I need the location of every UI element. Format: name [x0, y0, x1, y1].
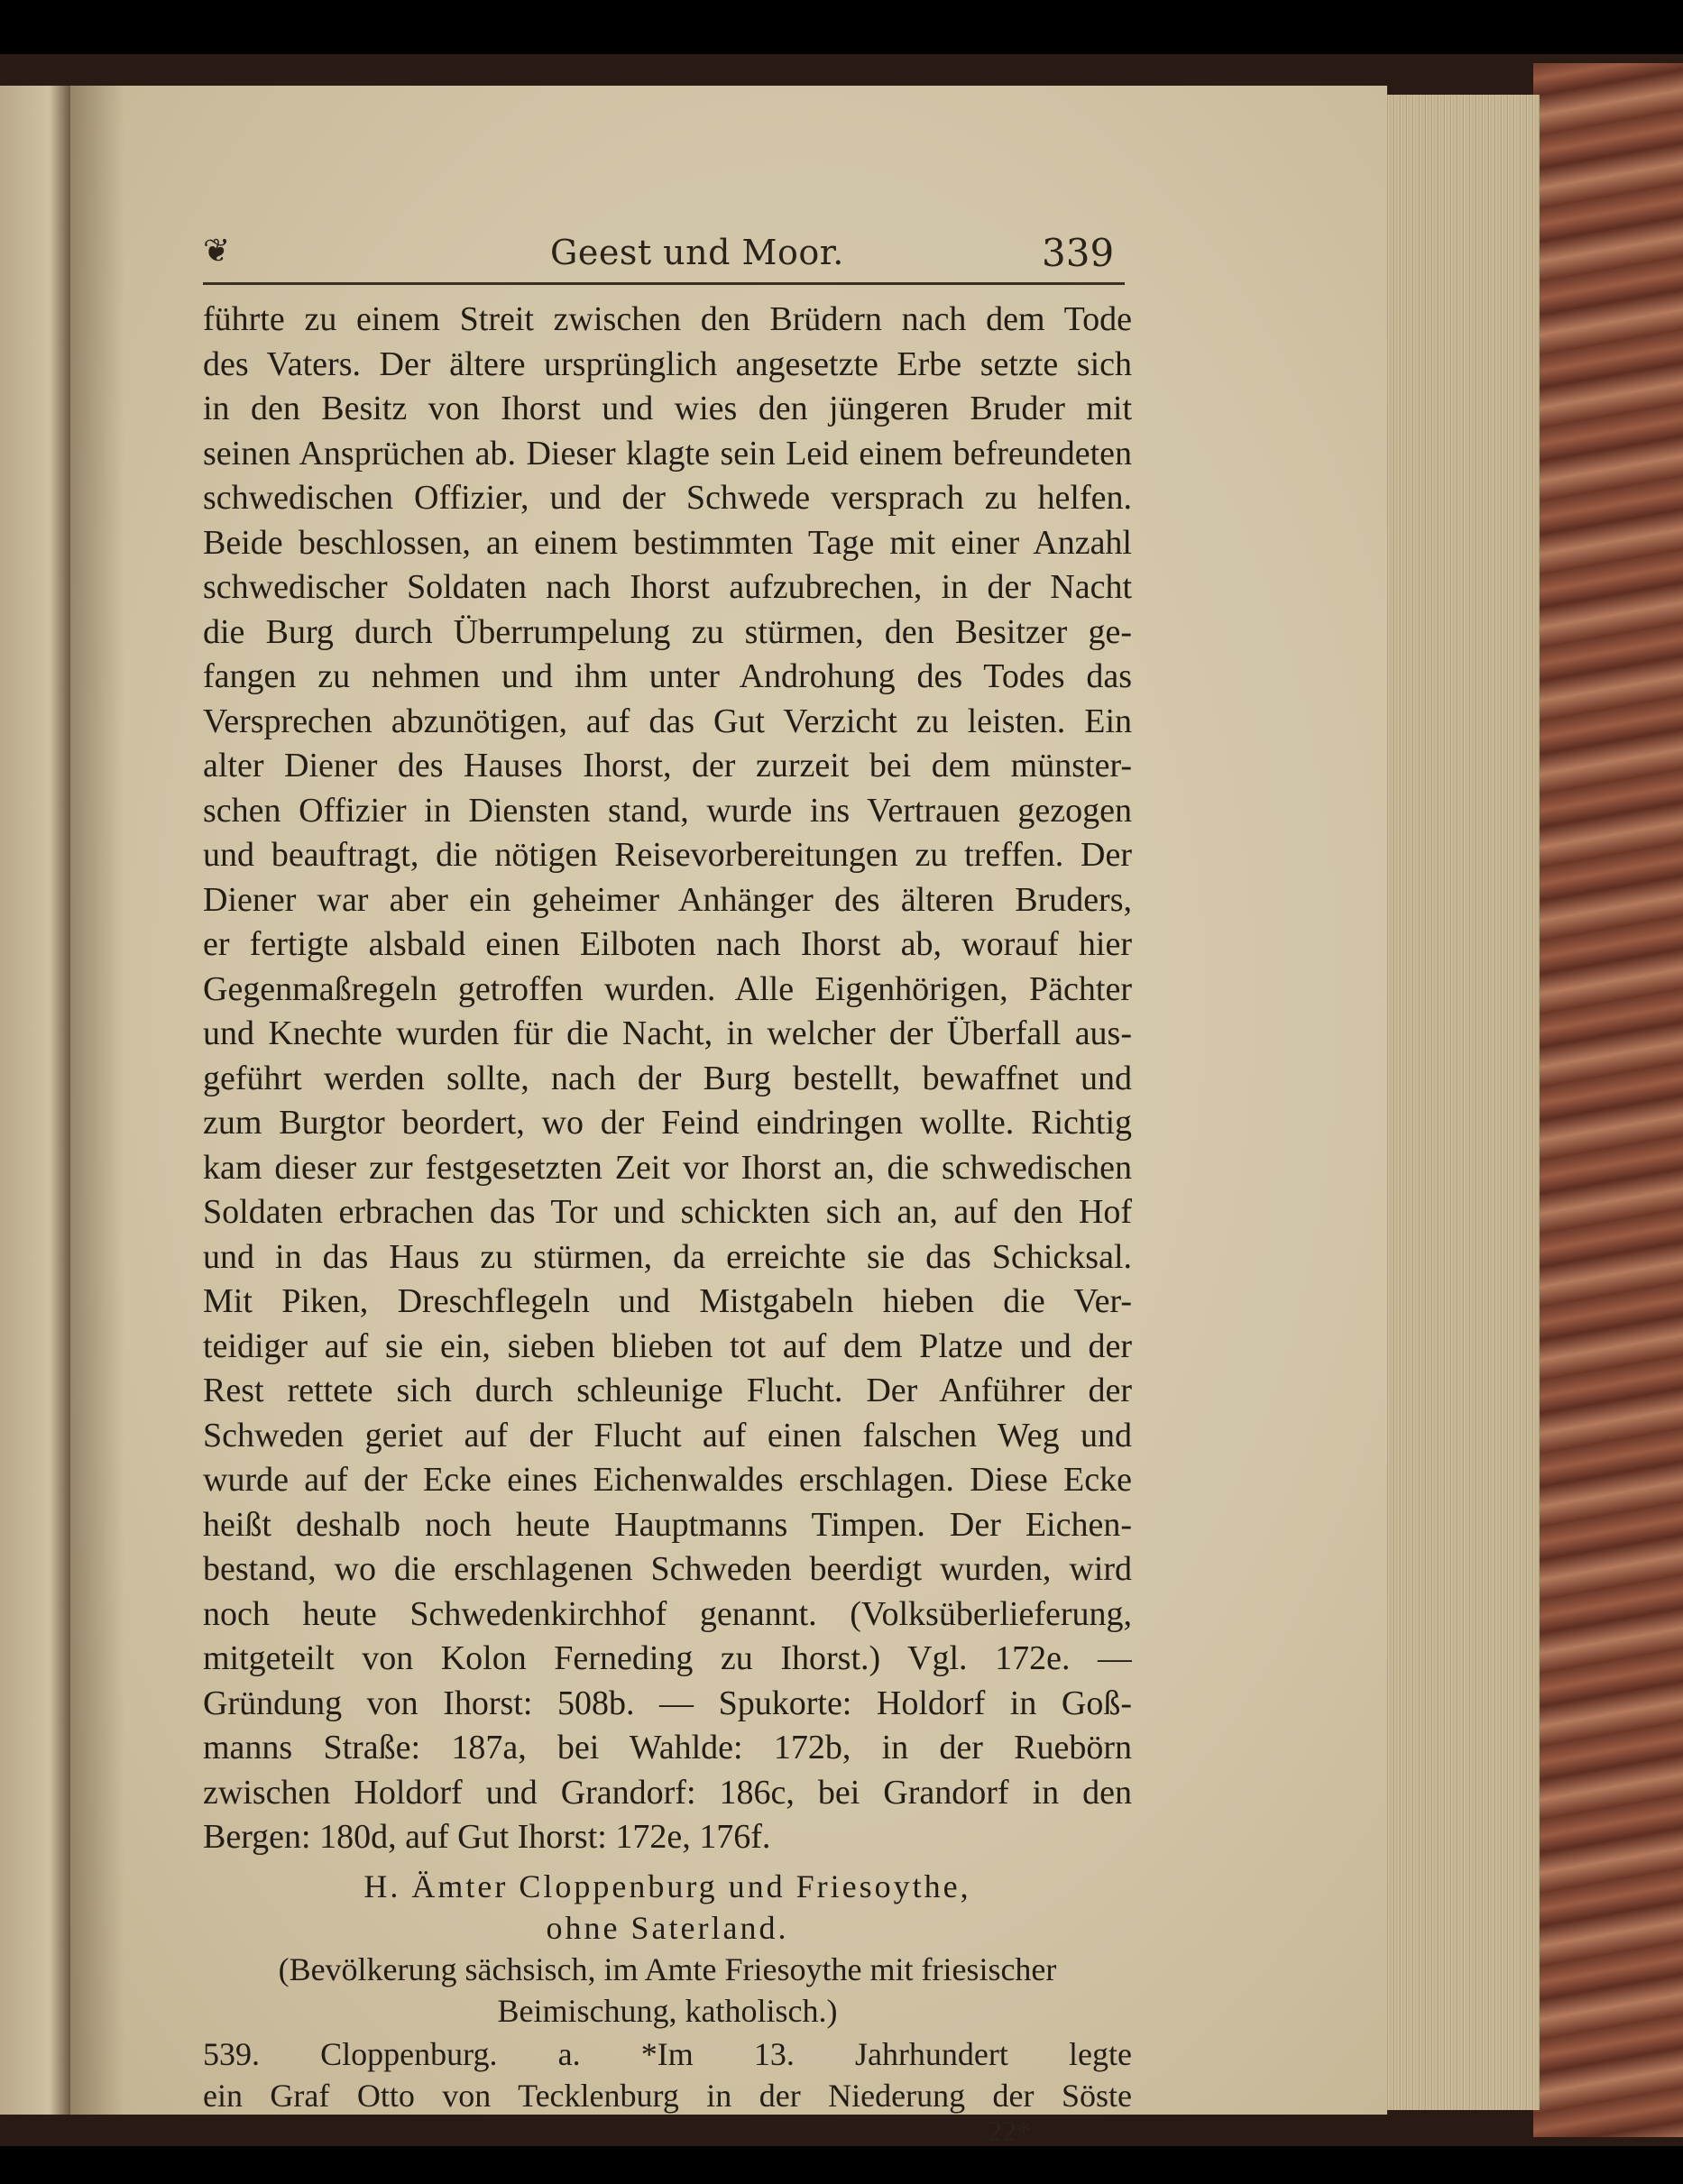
text-line: Beide beschlossen, an einem bestimmten Tage mit einer Anzahl	[203, 523, 1132, 562]
section-title-cont: ohne Saterland.	[546, 1909, 789, 1946]
text-line: alter Diener des Hauses Ihorst, der zurzeit bei dem münster-	[203, 747, 1132, 785]
text-line: Diener war aber ein geheimer Anhänger des älteren Bruders,	[203, 880, 1132, 919]
header-rule	[203, 282, 1125, 285]
body-text	[203, 298, 1132, 1860]
text-line: geführt werden sollte, nach der Burg bestellt, bewaffnet und	[203, 1059, 1132, 1097]
page-gutter-shadow	[70, 86, 124, 2115]
text-line: Gegenmaßregeln getroffen wurden. Alle Eigenhörigen, Pächter	[203, 969, 1132, 1008]
text-line: heißt deshalb noch heute Hauptmanns Timpen. Der Eichen-	[203, 1505, 1132, 1544]
left-page-edge	[0, 86, 70, 2115]
section-heading	[203, 1866, 1132, 2032]
text-line: und Knechte wurden für die Nacht, in welcher der Überfall aus-	[203, 1014, 1132, 1052]
page-edges	[1382, 95, 1540, 2110]
text-line: Mit Piken, Dreschflegeln und Mistgabeln hieben die Ver-	[203, 1282, 1132, 1320]
text-line: führte zu einem Streit zwischen den Brüdern nach dem Tode	[203, 300, 1132, 338]
text-line: fangen zu nehmen und ihm unter Androhung des Todes das	[203, 657, 1132, 695]
section-note: (Bevölkerung sächsisch, im Amte Friesoythe mit friesischer	[278, 1950, 1057, 1987]
text-line: des Vaters. Der ältere ursprünglich angesetzte Erbe setzte sich	[203, 344, 1132, 383]
signature-mark: 22*	[988, 2114, 1031, 2147]
text-line: schwedischen Offizier, und der Schwede versprach zu helfen.	[203, 479, 1132, 517]
text-line: bestand, wo die erschlagenen Schweden beerdigt wurden, wird	[203, 1550, 1132, 1588]
section-note-cont: Beimischung, katholisch.)	[497, 1992, 838, 2029]
section-title: H. Ämter Cloppenburg und Friesoythe,	[363, 1867, 971, 1904]
text-line: schen Offizier in Diensten stand, wurde ins Vertrauen gezogen	[203, 791, 1132, 830]
page-header	[203, 225, 1141, 280]
entry-line: 539. Cloppenburg. a. *Im 13. Jahrhundert legte	[203, 2035, 1132, 2072]
text-line: mitgeteilt von Kolon Ferneding zu Ihorst.) Vgl. 172e. —	[203, 1639, 1132, 1677]
text-line: teidiger auf sie ein, sieben blieben tot auf dem Platze und der	[203, 1326, 1132, 1365]
ornament-icon: ❦	[203, 233, 231, 270]
marbled-cover	[1533, 63, 1683, 2137]
text-line: zwischen Holdorf und Grandorf: 186c, bei Grandorf in den	[203, 1773, 1132, 1812]
text-line: die Burg durch Überrumpelung zu stürmen, den Besitzer ge-	[203, 612, 1132, 651]
text-line: und in das Haus zu stürmen, da erreichte sie das Schicksal.	[203, 1237, 1132, 1276]
text-line: wurde auf der Ecke eines Eichenwaldes erschlagen. Diese Ecke	[203, 1461, 1132, 1499]
text-line: er fertigte alsbald einen Eilboten nach Ihorst ab, worauf hier	[203, 925, 1132, 963]
text-line: seinen Ansprüchen ab. Dieser klagte sein Leid einem befreundeten	[203, 434, 1132, 473]
text-line: in den Besitz von Ihorst und wies den jüngeren Bruder mit	[203, 390, 1132, 427]
text-line: Bergen: 180d, auf Gut Ihorst: 172e, 176f.	[203, 1818, 771, 1856]
text-line: manns Straße: 187a, bei Wahlde: 172b, in der Ruebörn	[203, 1729, 1132, 1766]
text-line: kam dieser zur festgesetzten Zeit vor Ihorst an, die schwedischen	[203, 1148, 1132, 1187]
text-line: zum Burgtor beordert, wo der Feind eindringen wollte. Richtig	[203, 1104, 1132, 1142]
page-number: 339	[1042, 231, 1115, 275]
text-line: schwedischer Soldaten nach Ihorst aufzubrechen, in der Nacht	[203, 568, 1132, 606]
text-line: Gründung von Ihorst: 508b. — Spukorte: Holdorf in Goß-	[203, 1684, 1132, 1722]
text-line: Rest rettete sich durch schleunige Flucht. Der Anführer der	[203, 1372, 1132, 1409]
text-line: und beauftragt, die nötigen Reisevorbereitungen zu treffen. Der	[203, 836, 1132, 874]
text-line: Schweden geriet auf der Flucht auf einen falschen Weg und	[203, 1416, 1132, 1454]
text-line: Versprechen abzunötigen, auf das Gut Verzicht zu leisten. Ein	[203, 702, 1132, 740]
text-line: noch heute Schwedenkirchhof genannt. (Volksüberlieferung,	[203, 1594, 1132, 1633]
entry-line: ein Graf Otto von Tecklenburg in der Niederung der Söste	[203, 2077, 1132, 2114]
running-title: Geest und Moor.	[550, 233, 844, 272]
text-line: Soldaten erbrachen das Tor und schickten sich an, auf den Hof	[203, 1193, 1132, 1231]
